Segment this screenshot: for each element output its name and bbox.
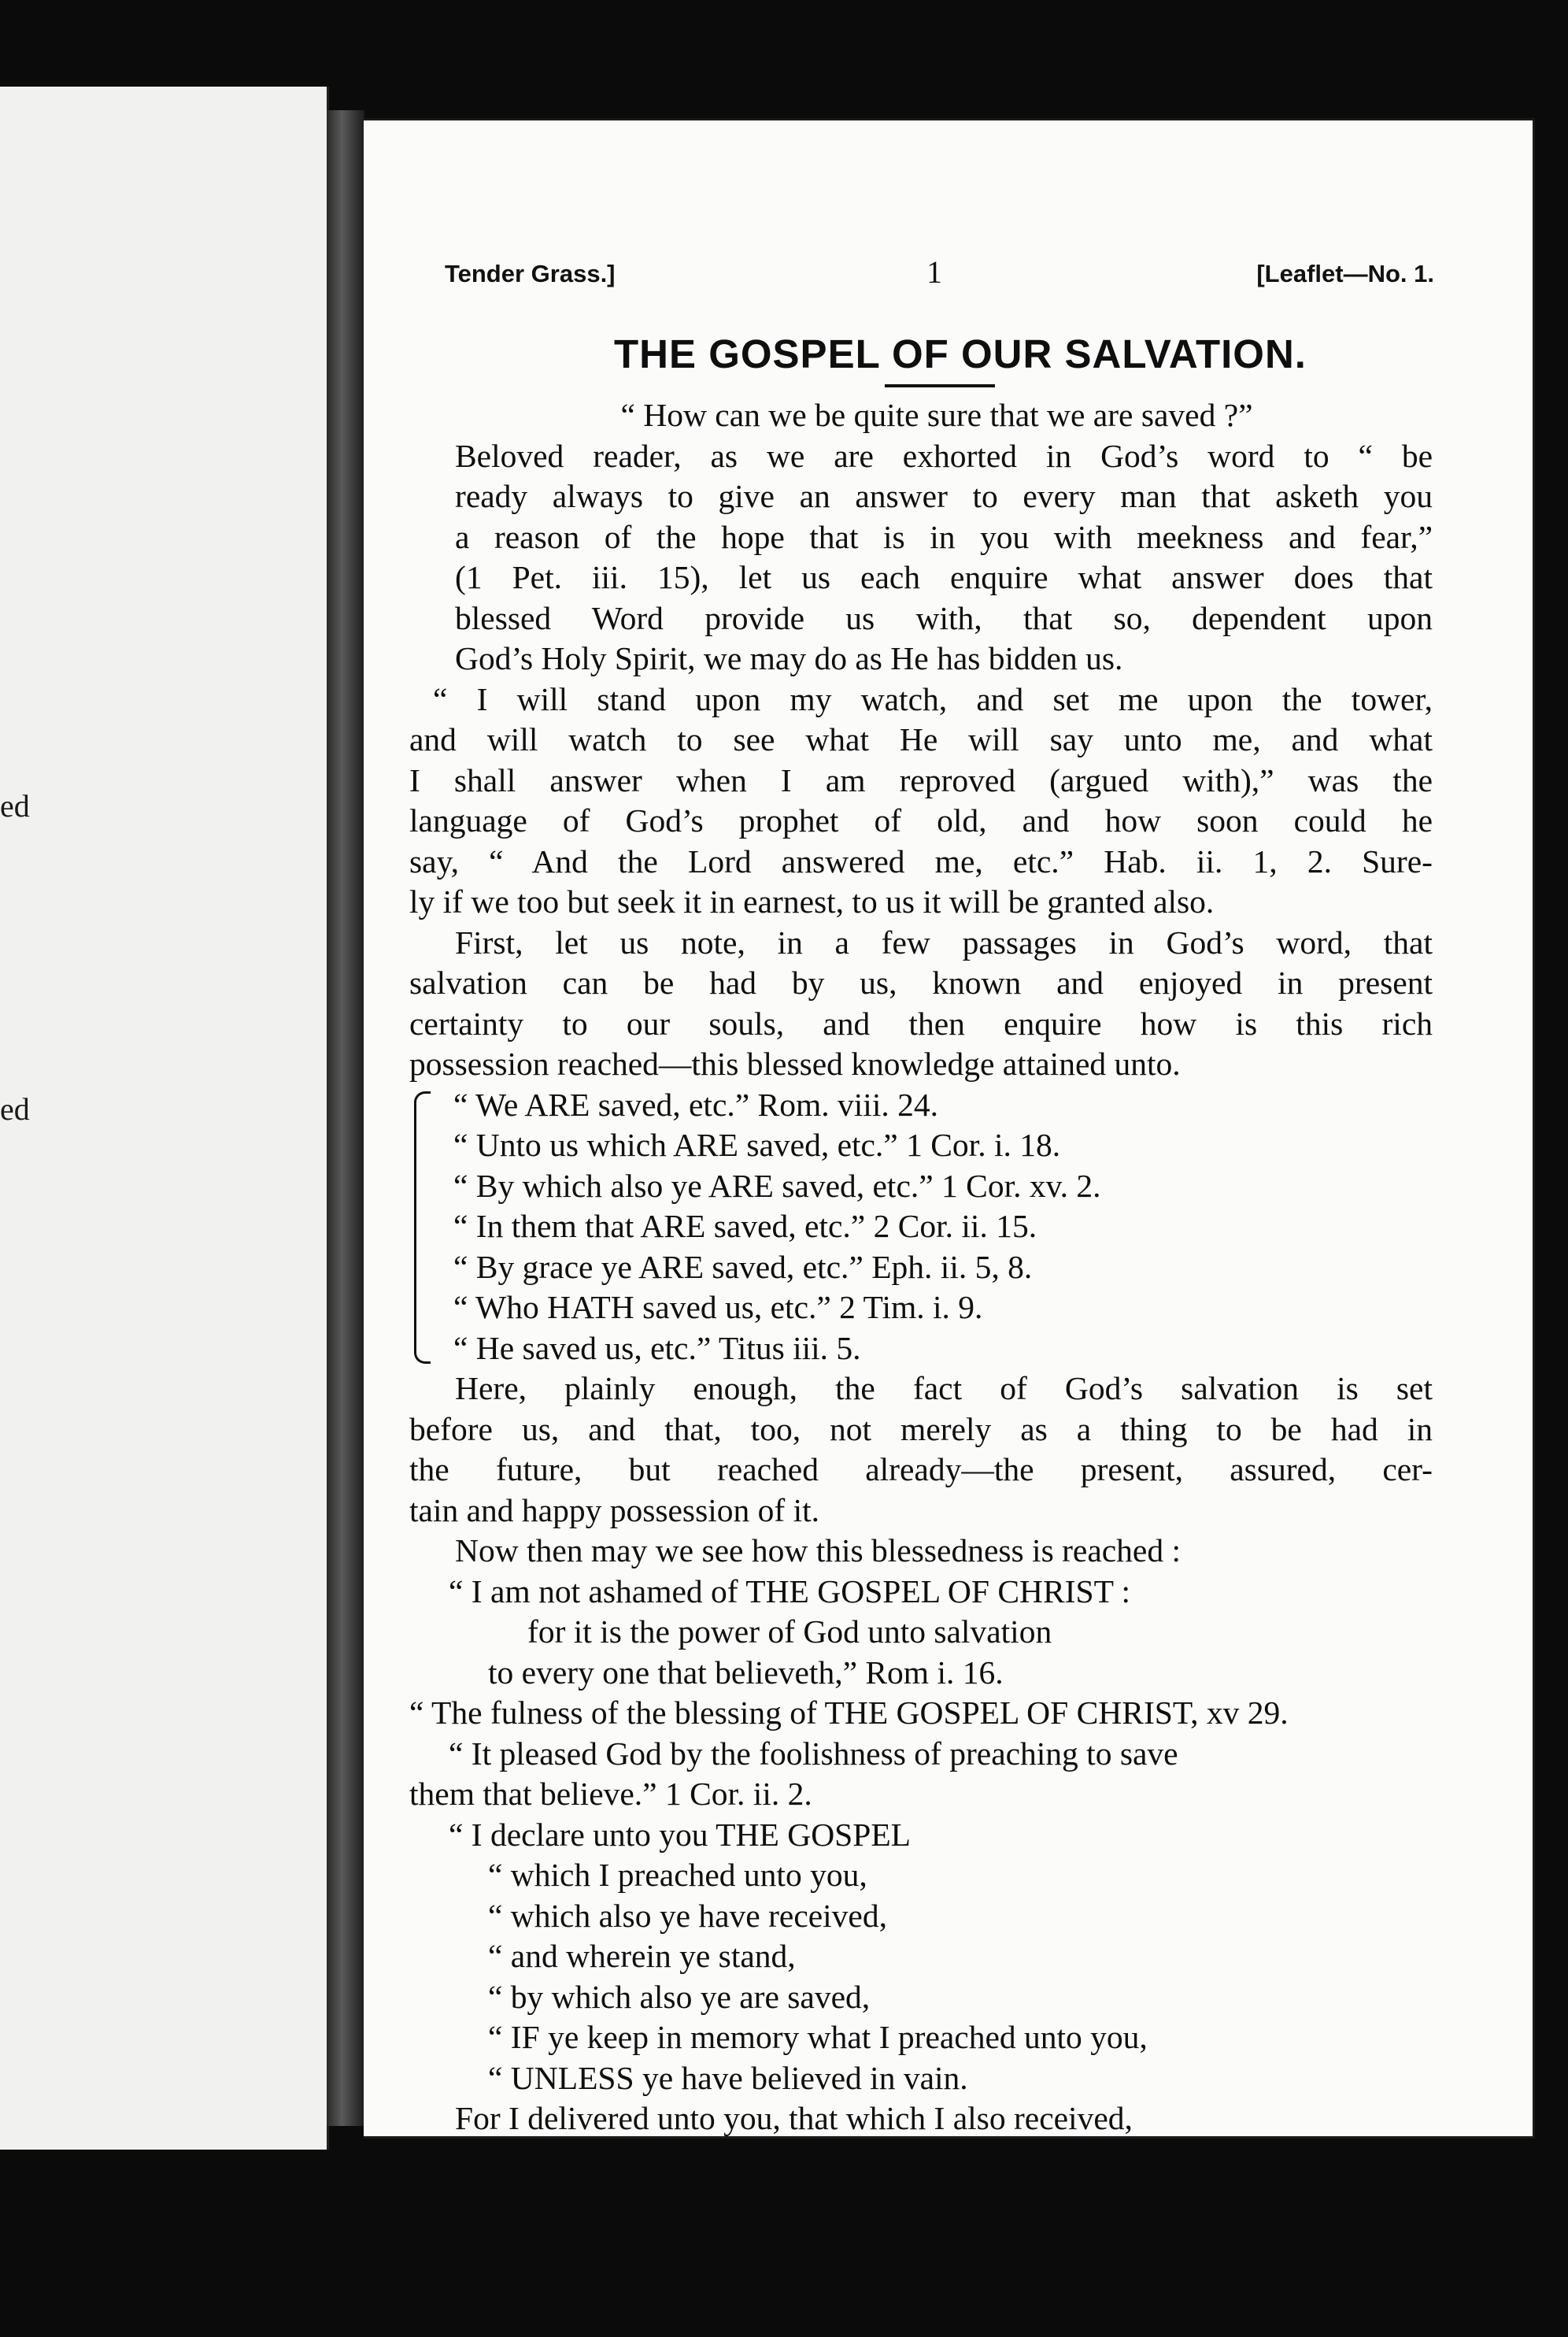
text-line: and will watch to see what He will say unto me, and what: [409, 721, 1433, 757]
passage-line: “ UNLESS ye have believed in vain.: [488, 2059, 968, 2096]
page-title: THE GOSPEL OF OUR SALVATION.: [614, 331, 1307, 376]
header-leaflet-number: [Leaflet—No. 1.: [1256, 260, 1434, 287]
text-line: I shall answer when I am reproved (argued with),” was the: [409, 761, 1433, 798]
text-line: ly if we too but seek it in earnest, to us it will be granted also.: [409, 883, 1215, 920]
paragraph-5: Now then may we see how this blessedness is reached :: [455, 1532, 1181, 1568]
text-line: say, “ And the Lord answered me, etc.” Hab. ii. 1, 2. Sure-: [409, 843, 1433, 880]
running-header: [445, 143, 1434, 290]
passage-line: “ I am not ashamed of THE GOSPEL OF CHRIST :: [449, 1572, 1131, 1609]
gospel-passages: [409, 1572, 1433, 1815]
text-line: (1 Pet. iii. 15), let us each enquire what answer does that: [455, 559, 1433, 595]
text-line: salvation can be had by us, known and enjoyed in present: [409, 965, 1433, 1001]
page-body: [409, 331, 1433, 2139]
previous-page-fragment: [0, 87, 329, 2150]
text-line: blessed Word provide us with, that so, dependent upon: [455, 599, 1433, 636]
passage-line: “ which I preached unto you,: [488, 1857, 867, 1893]
passage-line: “ and wherein ye stand,: [488, 1938, 796, 1974]
text-line: “ I will stand upon my watch, and set me upon the tower,: [433, 680, 1433, 717]
left-page-text-fragment: ed: [0, 788, 30, 824]
text-line: Beloved reader, as we are exhorted in God’s word to “ be: [455, 437, 1433, 474]
text-line: before us, and that, too, not merely as a thing to be had in: [409, 1410, 1433, 1447]
passage-line: “ which also ye have received,: [488, 1897, 887, 1934]
paragraph-1: [409, 436, 1433, 680]
text-line: God’s Holy Spirit, we may do as He has bidden us.: [455, 640, 1123, 676]
paragraph-3: [409, 923, 1433, 1085]
paragraph-4: [409, 1368, 1433, 1531]
passage-line: “ IF ye keep in memory what I preached unto you,: [488, 2019, 1148, 2055]
text-line: Here, plainly enough, the fact of God’s salvation is set: [455, 1370, 1433, 1406]
header-series: Tender Grass.]: [445, 260, 616, 287]
opening-question: “ How can we be quite sure that we are saved ?”: [620, 397, 1253, 433]
reference-line: “ He saved us, etc.” Titus iii. 5.: [453, 1329, 861, 1366]
passage-line: “ by which also ye are saved,: [488, 1978, 871, 2015]
passage-line: for it is the power of God unto salvation: [527, 1613, 1052, 1650]
final-line: For I delivered unto you, that which I also received,: [455, 2100, 1133, 2136]
passage-line: them that believe.” 1 Cor. ii. 2.: [409, 1776, 812, 1812]
reference-line: “ By which also ye ARE saved, etc.” 1 Cor. xv. 2.: [453, 1167, 1101, 1204]
reference-line: “ Who HATH saved us, etc.” 2 Tim. i. 9.: [453, 1289, 983, 1325]
reference-line: “ Unto us which ARE saved, etc.” 1 Cor. i. 18.: [453, 1127, 1061, 1163]
paragraph-2: [409, 680, 1433, 923]
text-line: tain and happy possession of it.: [409, 1491, 819, 1528]
text-line: language of God’s prophet of old, and how soon could he: [409, 802, 1433, 839]
text-line: certainty to our souls, and then enquire how is this rich: [409, 1005, 1433, 1042]
text-line: ready always to give an answer to every man that asketh you: [455, 478, 1433, 514]
left-page-text-fragment: ed: [0, 1091, 30, 1127]
page-number: 1: [926, 254, 942, 290]
reference-line: “ By grace ye ARE saved, etc.” Eph. ii. 5, 8.: [453, 1248, 1033, 1285]
reference-line: “ In them that ARE saved, etc.” 2 Cor. ii. 15.: [453, 1208, 1037, 1244]
book-gutter: [327, 110, 364, 2126]
passage-line: “ The fulness of the blessing of THE GOSPEL OF CHRIST, xv 29.: [409, 1694, 1289, 1731]
scripture-references: [453, 1085, 1433, 1369]
declare-passage: [409, 1815, 1433, 2099]
reference-line: “ We ARE saved, etc.” Rom. viii. 24.: [453, 1086, 938, 1123]
text-line: possession reached—this blessed knowledge attained unto.: [409, 1046, 1181, 1082]
brace-icon: [414, 1091, 431, 1364]
title-rule: [885, 384, 995, 387]
passage-line: to every one that believeth,” Rom i. 16.: [488, 1654, 1004, 1691]
text-line: the future, but reached already—the present, assured, cer-: [409, 1451, 1433, 1487]
passage-line: “ It pleased God by the foolishness of preaching to save: [449, 1735, 1178, 1772]
text-line: First, let us note, in a few passages in God’s word, that: [455, 924, 1433, 961]
text-line: a reason of the hope that is in you with meekness and fear,”: [455, 518, 1433, 555]
passage-line: “ I declare unto you THE GOSPEL: [449, 1816, 912, 1853]
